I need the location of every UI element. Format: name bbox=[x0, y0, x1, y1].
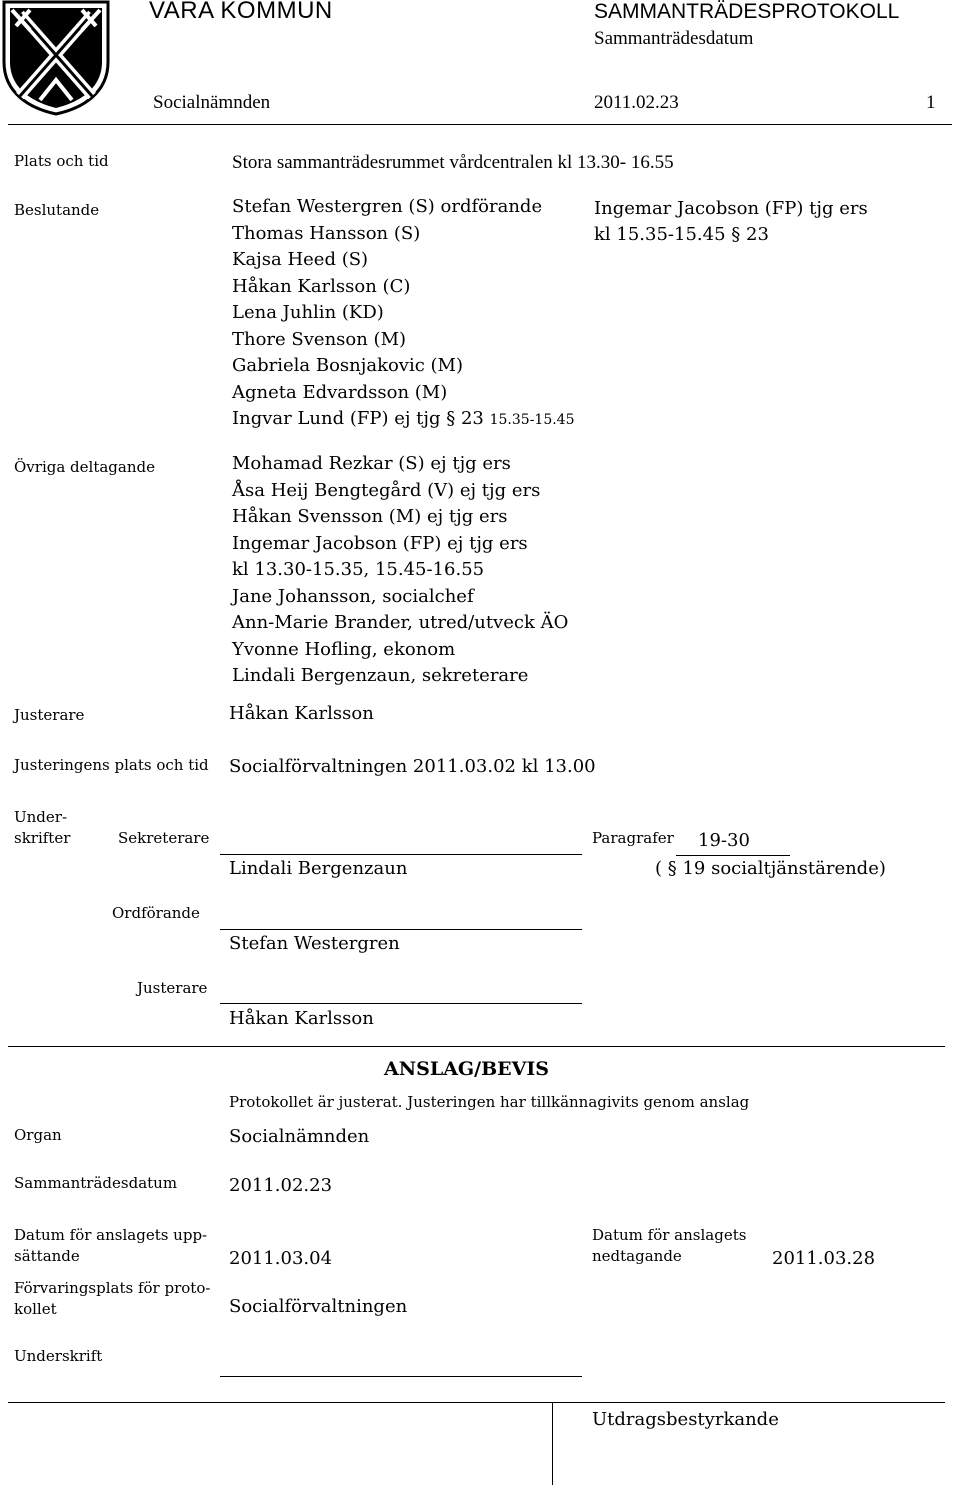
paragraphs-label: Paragrafer bbox=[592, 829, 674, 847]
decision-member: Håkan Karlsson (C) bbox=[232, 275, 411, 297]
notice-date-label: Sammanträdesdatum bbox=[14, 1174, 178, 1192]
decision-member: Lena Juhlin (KD) bbox=[232, 302, 384, 323]
document-type: SAMMANTRÄDESPROTOKOLL bbox=[594, 0, 900, 23]
notice-date-value: 2011.02.23 bbox=[229, 1175, 333, 1196]
participant: Håkan Svensson (M) ej tjg ers bbox=[232, 506, 508, 527]
storage-value: Socialförvaltningen bbox=[229, 1296, 408, 1317]
decision-makers-list bbox=[232, 194, 575, 434]
removed-date-label-line1: Datum för anslagets bbox=[592, 1226, 747, 1244]
participant: Ingemar Jacobson (FP) ej tjg ers bbox=[232, 532, 528, 554]
secretary-name: Lindali Bergenzaun bbox=[229, 858, 408, 879]
posted-date-value: 2011.03.04 bbox=[229, 1248, 333, 1269]
participant: Åsa Heij Bengtegård (V) ej tjg ers bbox=[232, 479, 541, 501]
other-participants-list bbox=[232, 451, 568, 690]
removed-date-label-line2: nedtagande bbox=[592, 1247, 682, 1265]
notice-divider bbox=[8, 1046, 945, 1047]
adjuster-label: Justerare bbox=[14, 706, 85, 724]
removed-date-value: 2011.03.28 bbox=[772, 1248, 876, 1269]
other-participants-label: Övriga deltagande bbox=[14, 458, 155, 476]
decision-makers-label: Beslutande bbox=[14, 201, 100, 219]
decision-member: Agneta Edvardsson (M) bbox=[232, 381, 448, 403]
chair-label: Ordförande bbox=[112, 904, 200, 922]
place-label: Plats och tid bbox=[14, 152, 109, 170]
participant: kl 13.30-15.35, 15.45-16.55 bbox=[232, 559, 485, 580]
posted-date-label-line1: Datum för anslagets upp- bbox=[14, 1226, 208, 1244]
decision-member: Gabriela Bosnjakovic (M) bbox=[232, 355, 464, 376]
secretary-label: Sekreterare bbox=[118, 829, 210, 847]
coat-of-arms-icon bbox=[0, 0, 112, 116]
substitute-time: kl 15.35-15.45 § 23 bbox=[594, 224, 769, 245]
decision-member-last: Ingvar Lund (FP) ej tjg § 23 15.35-15.45 bbox=[232, 408, 575, 429]
notice-signature-label: Underskrift bbox=[14, 1347, 103, 1365]
adjustment-place-value: Socialförvaltningen 2011.03.02 kl 13.00 bbox=[229, 756, 596, 777]
section-sign: § bbox=[731, 224, 741, 245]
secretary-signature-line bbox=[220, 854, 582, 855]
chair-signature-line bbox=[220, 929, 582, 930]
header-organ: Socialnämnden bbox=[153, 92, 271, 113]
paragraphs-note: ( § 19 socialtjänstärende) bbox=[655, 858, 886, 879]
section-sign: § bbox=[446, 408, 456, 429]
adjuster-value: Håkan Karlsson bbox=[229, 703, 374, 724]
meeting-date-label: Sammanträdesdatum bbox=[594, 28, 754, 49]
decision-member: Kajsa Heed (S) bbox=[232, 249, 369, 270]
posted-date-label-line2: sättande bbox=[14, 1247, 80, 1265]
storage-label-line2: kollet bbox=[14, 1300, 57, 1318]
decision-member: Stefan Westergren (S) ordförande bbox=[232, 196, 543, 217]
certification-divider bbox=[8, 1402, 945, 1403]
certified-extract-label: Utdragsbestyrkande bbox=[592, 1409, 779, 1430]
header-divider bbox=[8, 124, 952, 125]
page-number: 1 bbox=[926, 92, 936, 113]
participant: Mohamad Rezkar (S) ej tjg ers bbox=[232, 453, 511, 474]
decision-member: Thore Svenson (M) bbox=[232, 328, 407, 350]
notice-title: ANSLAG/BEVIS bbox=[384, 1058, 549, 1080]
adjustment-place-label: Justeringens plats och tid bbox=[14, 756, 209, 774]
participant: Yvonne Hofling, ekonom bbox=[232, 638, 456, 660]
decision-member: Thomas Hansson (S) bbox=[232, 222, 421, 244]
notice-organ-value: Socialnämnden bbox=[229, 1126, 370, 1147]
signatures-label-line1: Under- bbox=[14, 808, 68, 826]
signatures-label-line2: skrifter bbox=[14, 829, 71, 847]
chair-name: Stefan Westergren bbox=[229, 933, 400, 954]
participant: Lindali Bergenzaun, sekreterare bbox=[232, 665, 529, 686]
signature-adjuster-name: Håkan Karlsson bbox=[229, 1008, 374, 1029]
storage-label-line1: Förvaringsplats för proto- bbox=[14, 1279, 211, 1297]
substitute-name: Ingemar Jacobson (FP) tjg ers bbox=[594, 198, 868, 219]
notice-organ-label: Organ bbox=[14, 1126, 62, 1144]
notice-signature-line bbox=[220, 1376, 582, 1377]
notice-statement: Protokollet är justerat. Justeringen har tillkännagivits genom anslag bbox=[229, 1093, 750, 1111]
place-value: Stora sammanträdesrummet vårdcentralen kl 13.30- 16.55 bbox=[232, 152, 674, 173]
participant: Ann-Marie Brander, utred/utveck ÄO bbox=[232, 612, 569, 633]
municipality-name: VARA KOMMUN bbox=[149, 0, 333, 24]
paragraphs-value: 19-30 bbox=[698, 830, 750, 851]
certification-separator bbox=[552, 1402, 553, 1485]
header-date: 2011.02.23 bbox=[594, 92, 679, 113]
adjuster-signature-line bbox=[220, 1003, 582, 1004]
signature-adjuster-label: Justerare bbox=[137, 979, 208, 997]
paragraphs-underline bbox=[676, 855, 790, 856]
municipality-coat-of-arms bbox=[0, 0, 112, 116]
participant: Jane Johansson, socialchef bbox=[232, 585, 474, 607]
time-range: 15.35-15.45 bbox=[489, 412, 575, 428]
